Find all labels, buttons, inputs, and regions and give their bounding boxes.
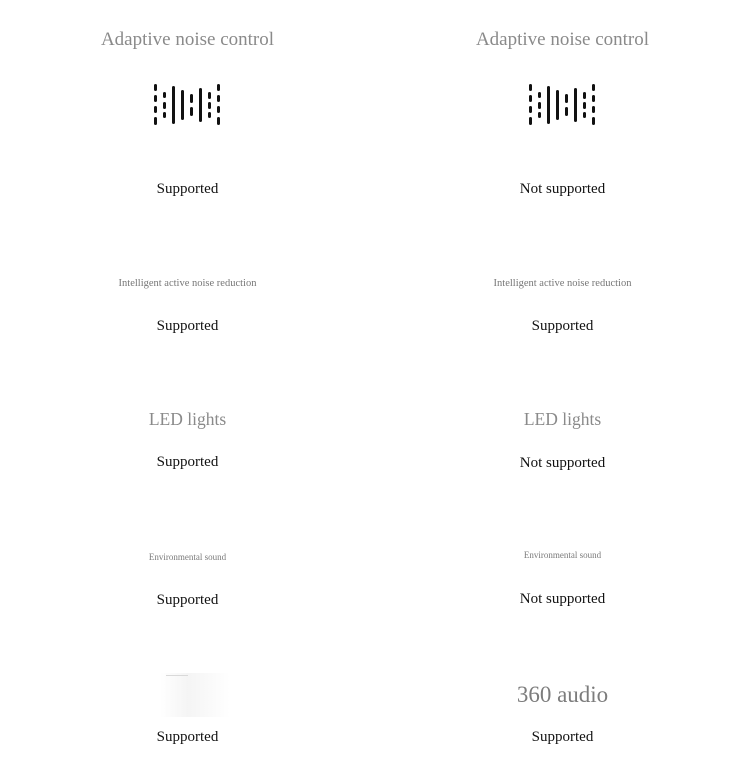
sound-wave-bar	[583, 102, 586, 109]
feature-label-adaptive-noise-control: Adaptive noise control	[100, 29, 275, 50]
sound-wave-bar	[592, 106, 595, 113]
feature-label-intelligent-anc: Intelligent active noise reduction	[118, 278, 257, 289]
sound-wave-bar	[583, 92, 586, 99]
status-environmental-sound: Not supported	[519, 591, 606, 607]
sound-wave-bar	[529, 95, 532, 102]
sound-wave-bar	[217, 117, 220, 125]
status-environmental-sound: Supported	[156, 592, 219, 608]
status-intelligent-anc: Supported	[156, 318, 219, 334]
sound-wave-bar	[154, 95, 157, 102]
sound-wave-bar	[181, 90, 184, 120]
sound-wave-bar	[592, 117, 595, 125]
sound-wave-bar	[583, 112, 586, 118]
feature-label-led-lights: LED lights	[148, 409, 227, 429]
sound-wave-bar	[172, 86, 175, 124]
sound-wave-bar	[592, 84, 595, 91]
sound-wave-bar	[163, 92, 166, 98]
sound-wave-bar	[529, 84, 532, 91]
sound-wave-bar	[538, 112, 541, 118]
sound-wave-bar	[565, 94, 568, 103]
sound-wave-bar	[538, 102, 541, 109]
sound-wave-icon	[375, 82, 750, 128]
sound-wave-bar	[154, 117, 157, 125]
feature-label-environmental-sound: Environmental sound	[148, 552, 227, 562]
sound-wave-icon-graphic	[527, 82, 599, 128]
sound-wave-bars	[154, 84, 220, 125]
sound-wave-bar	[529, 106, 532, 113]
sound-wave-bar	[154, 106, 157, 113]
sound-wave-bar	[154, 84, 157, 91]
feature-label-adaptive-noise-control: Adaptive noise control	[475, 29, 650, 50]
sound-wave-bar	[574, 88, 577, 122]
sound-wave-bar	[217, 84, 220, 91]
sound-wave-bar	[190, 107, 193, 116]
comparison-column-right	[375, 0, 750, 761]
sound-wave-bar	[208, 112, 211, 118]
status-adaptive-noise-control: Not supported	[519, 181, 606, 197]
faded-feature-mark	[160, 673, 230, 717]
sound-wave-icon-graphic	[152, 82, 224, 128]
sound-wave-icon	[0, 82, 375, 128]
status-intelligent-anc: Supported	[531, 318, 594, 334]
sound-wave-bar	[538, 92, 541, 98]
sound-wave-bar	[592, 95, 595, 102]
sound-wave-bar	[199, 88, 202, 122]
sound-wave-bar	[565, 107, 568, 116]
sound-wave-bar	[208, 92, 211, 99]
sound-wave-bar	[163, 112, 166, 118]
status-fifth-feature: Supported	[156, 729, 219, 745]
sound-wave-bar	[529, 117, 532, 125]
status-led-lights: Not supported	[519, 455, 606, 471]
status-led-lights: Supported	[156, 454, 219, 470]
status-360-audio: Supported	[531, 729, 594, 745]
sound-wave-bar	[190, 94, 193, 103]
sound-wave-bars	[529, 84, 595, 125]
sound-wave-bar	[217, 95, 220, 102]
status-adaptive-noise-control: Supported	[156, 181, 219, 197]
sound-wave-bar	[556, 90, 559, 120]
sound-wave-bar	[163, 102, 166, 109]
sound-wave-bar	[217, 106, 220, 113]
feature-label-led-lights: LED lights	[523, 409, 602, 429]
feature-label-360-audio: 360 audio	[516, 682, 609, 707]
sound-wave-bar	[208, 102, 211, 109]
feature-label-environmental-sound: Environmental sound	[523, 550, 602, 560]
sound-wave-bar	[547, 86, 550, 124]
feature-label-intelligent-anc: Intelligent active noise reduction	[493, 278, 632, 289]
